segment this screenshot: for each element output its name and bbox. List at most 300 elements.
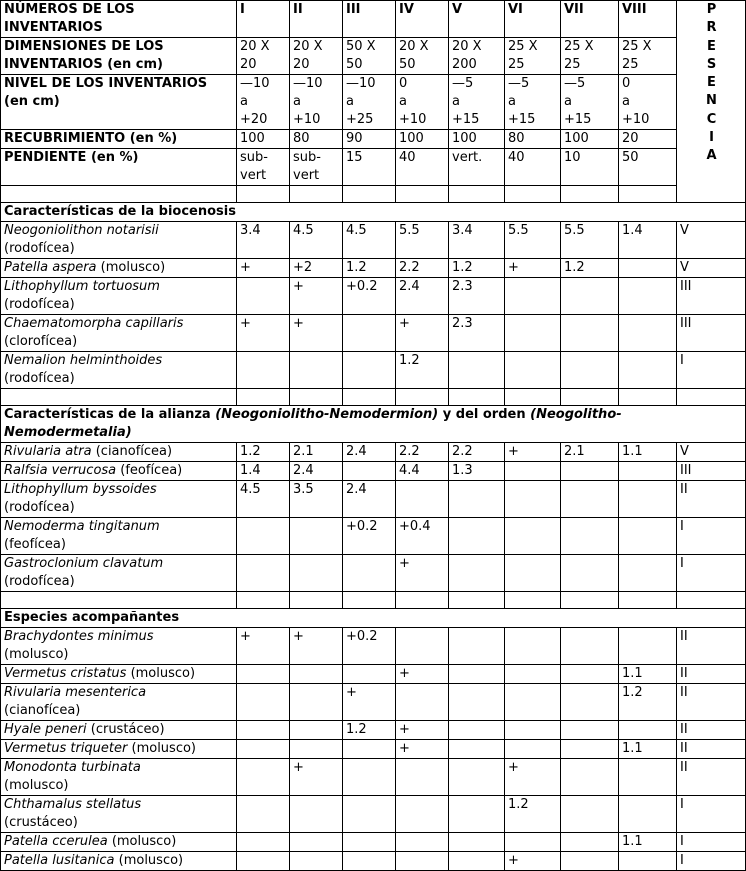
section-title-part: Especies acompañantes	[4, 610, 180, 625]
abundance-cell: +2	[290, 259, 343, 278]
abundance-cell: +0.2	[343, 278, 396, 315]
abundance-cell	[449, 833, 505, 852]
header-row-cover	[1, 130, 746, 149]
abundance-cell	[396, 796, 449, 833]
abundance-cell	[290, 852, 343, 871]
dimension-cell: 50 X 50	[343, 38, 396, 75]
species-group: (molusco)	[127, 741, 196, 756]
abundance-cell	[619, 721, 677, 740]
species-row	[1, 684, 746, 721]
species-row	[1, 443, 746, 462]
section-title	[1, 203, 746, 222]
header-row-levels	[1, 75, 746, 130]
cover-cell: 80	[290, 130, 343, 149]
inventory-number: I	[237, 1, 290, 38]
abundance-cell	[619, 462, 677, 481]
species-cell	[1, 352, 237, 389]
abundance-cell	[505, 315, 561, 352]
abundance-cell	[290, 721, 343, 740]
species-name: Nemalion helminthoides	[4, 353, 163, 368]
dimension-cell: 20 X 200	[449, 38, 505, 75]
species-group: (molusco)	[114, 853, 184, 868]
abundance-cell: 2.1	[290, 443, 343, 462]
presence-cell: II	[677, 665, 746, 684]
species-group: (rodofícea)	[4, 500, 75, 515]
blank-row	[1, 592, 746, 609]
abundance-cell: 1.2	[561, 259, 619, 278]
abundance-cell	[396, 481, 449, 518]
species-name: Patella aspera	[4, 260, 97, 275]
dimension-cell: 25 X 25	[561, 38, 619, 75]
abundance-cell: 5.5	[561, 222, 619, 259]
abundance-cell	[561, 462, 619, 481]
species-name: Lithophyllum tortuosum	[4, 279, 160, 294]
abundance-cell	[396, 684, 449, 721]
abundance-cell: 3.5	[290, 481, 343, 518]
section-header-row	[1, 609, 746, 628]
abundance-cell	[396, 833, 449, 852]
species-cell	[1, 721, 237, 740]
species-name: Rivularia atra	[4, 444, 92, 459]
presence-cell: V	[677, 443, 746, 462]
inventory-number: VI	[505, 1, 561, 38]
abundance-cell	[449, 628, 505, 665]
abundance-cell: 4.5	[343, 222, 396, 259]
abundance-cell	[343, 315, 396, 352]
cover-cell: 80	[505, 130, 561, 149]
inventory-number: V	[449, 1, 505, 38]
abundance-cell: +	[396, 740, 449, 759]
abundance-cell	[449, 852, 505, 871]
species-name: Rivularia mesenterica	[4, 685, 147, 700]
header-row-dimensions	[1, 38, 746, 75]
species-group: (molusco)	[126, 666, 196, 681]
species-cell	[1, 555, 237, 592]
abundance-cell: +0.4	[396, 518, 449, 555]
abundance-cell	[449, 665, 505, 684]
abundance-cell	[449, 481, 505, 518]
abundance-cell	[505, 628, 561, 665]
section-title-part: Características de la biocenosis	[4, 204, 236, 219]
abundance-cell: 1.3	[449, 462, 505, 481]
abundance-cell	[561, 278, 619, 315]
abundance-cell	[561, 833, 619, 852]
section-title-part: Características de la alianza	[4, 407, 216, 422]
species-name: Monodonta turbinata	[4, 760, 141, 775]
inventory-number: III	[343, 1, 396, 38]
presence-cell: I	[677, 796, 746, 833]
abundance-cell	[290, 555, 343, 592]
section-title-part: y del orden	[438, 407, 531, 422]
abundance-cell	[619, 518, 677, 555]
species-row	[1, 462, 746, 481]
cover-cell: 100	[237, 130, 290, 149]
abundance-cell: 1.2	[343, 259, 396, 278]
abundance-cell: 1.1	[619, 665, 677, 684]
abundance-cell	[449, 352, 505, 389]
abundance-cell	[619, 555, 677, 592]
abundance-cell: 1.2	[619, 684, 677, 721]
abundance-cell	[237, 759, 290, 796]
inventory-number: II	[290, 1, 343, 38]
abundance-cell: 5.5	[396, 222, 449, 259]
presence-cell: I	[677, 518, 746, 555]
abundance-cell	[505, 278, 561, 315]
species-row	[1, 665, 746, 684]
abundance-cell	[343, 352, 396, 389]
species-group: (molusco)	[4, 647, 69, 662]
presence-cell: I	[677, 352, 746, 389]
abundance-cell	[237, 665, 290, 684]
section-header-row	[1, 203, 746, 222]
slope-cell: 50	[619, 149, 677, 186]
abundance-cell: 2.4	[343, 443, 396, 462]
section-title	[1, 609, 746, 628]
abundance-cell: +	[237, 628, 290, 665]
abundance-cell	[561, 315, 619, 352]
species-cell	[1, 315, 237, 352]
species-cell	[1, 628, 237, 665]
abundance-cell: 3.4	[449, 222, 505, 259]
level-cell: 0 a +10	[396, 75, 449, 130]
level-cell: —5 a +15	[505, 75, 561, 130]
inventory-table-body	[1, 1, 746, 871]
abundance-cell: 1.1	[619, 443, 677, 462]
slope-cell: 10	[561, 149, 619, 186]
species-group: (crustáceo)	[4, 815, 78, 830]
abundance-cell: 2.3	[449, 278, 505, 315]
abundance-cell	[343, 462, 396, 481]
abundance-cell	[237, 833, 290, 852]
abundance-cell	[561, 796, 619, 833]
header-label: NIVEL DE LOS INVENTARIOS (en cm)	[1, 75, 237, 130]
abundance-cell	[449, 684, 505, 721]
species-row	[1, 555, 746, 592]
level-cell: —10 a +25	[343, 75, 396, 130]
abundance-cell	[343, 833, 396, 852]
species-name: Lithophyllum byssoides	[4, 482, 157, 497]
abundance-cell	[619, 352, 677, 389]
abundance-cell: +0.2	[343, 628, 396, 665]
species-row	[1, 628, 746, 665]
abundance-cell	[290, 518, 343, 555]
species-cell	[1, 278, 237, 315]
abundance-cell: 2.2	[396, 443, 449, 462]
slope-cell: 40	[396, 149, 449, 186]
species-name: Patella ccerulea	[4, 834, 108, 849]
cover-cell: 100	[449, 130, 505, 149]
abundance-cell: 3.4	[237, 222, 290, 259]
abundance-cell	[505, 481, 561, 518]
abundance-cell	[343, 796, 396, 833]
abundance-cell: +0.2	[343, 518, 396, 555]
species-group: (molusco)	[96, 260, 166, 275]
species-row	[1, 259, 746, 278]
blank-row	[1, 389, 746, 406]
species-name: Gastroclonium clavatum	[4, 556, 164, 571]
abundance-cell: +	[396, 555, 449, 592]
abundance-cell	[449, 796, 505, 833]
abundance-cell	[561, 628, 619, 665]
abundance-cell	[561, 852, 619, 871]
header-label: NÚMEROS DE LOS INVENTARIOS	[1, 1, 237, 38]
presence-cell: V	[677, 222, 746, 259]
abundance-cell	[561, 518, 619, 555]
level-cell: —5 a +15	[449, 75, 505, 130]
header-label: RECUBRIMIENTO (en %)	[1, 130, 237, 149]
abundance-cell	[619, 259, 677, 278]
species-row	[1, 740, 746, 759]
presence-cell: I	[677, 852, 746, 871]
species-cell	[1, 259, 237, 278]
presence-header: P R E S E N C I A	[677, 1, 746, 203]
dimension-cell: 25 X 25	[619, 38, 677, 75]
abundance-cell	[237, 352, 290, 389]
species-cell	[1, 740, 237, 759]
species-cell	[1, 796, 237, 833]
abundance-cell: 2.4	[290, 462, 343, 481]
abundance-cell: 4.5	[290, 222, 343, 259]
abundance-cell: 1.1	[619, 833, 677, 852]
cover-cell: 100	[396, 130, 449, 149]
species-row	[1, 796, 746, 833]
abundance-cell	[505, 555, 561, 592]
abundance-cell	[561, 759, 619, 796]
abundance-cell	[561, 740, 619, 759]
abundance-cell	[237, 721, 290, 740]
abundance-cell	[237, 852, 290, 871]
abundance-cell	[343, 852, 396, 871]
slope-cell: sub- vert	[290, 149, 343, 186]
abundance-cell	[505, 352, 561, 389]
species-row	[1, 833, 746, 852]
abundance-cell	[449, 759, 505, 796]
dimension-cell: 20 X 20	[237, 38, 290, 75]
abundance-cell: 2.4	[343, 481, 396, 518]
species-cell	[1, 222, 237, 259]
abundance-cell: +	[505, 852, 561, 871]
species-cell	[1, 518, 237, 555]
abundance-cell: +	[505, 759, 561, 796]
abundance-cell	[290, 684, 343, 721]
presence-cell: I	[677, 555, 746, 592]
abundance-cell	[619, 278, 677, 315]
species-group: (rodofícea)	[4, 241, 75, 256]
abundance-cell: 1.2	[449, 259, 505, 278]
species-cell	[1, 852, 237, 871]
abundance-cell	[449, 740, 505, 759]
presence-cell: II	[677, 628, 746, 665]
species-group: (crustáceo)	[86, 722, 165, 737]
species-name: Hyale peneri	[4, 722, 87, 737]
slope-cell: vert.	[449, 149, 505, 186]
abundance-cell: 4.5	[237, 481, 290, 518]
presence-cell: III	[677, 315, 746, 352]
species-name: Vermetus cristatus	[4, 666, 127, 681]
abundance-cell	[561, 684, 619, 721]
inventory-number: VII	[561, 1, 619, 38]
section-title-part: (Neogolitho-Nemodermetalia)	[4, 407, 622, 440]
inventory-number: IV	[396, 1, 449, 38]
dimension-cell: 20 X 20	[290, 38, 343, 75]
abundance-cell	[237, 518, 290, 555]
level-cell: 0 a +10	[619, 75, 677, 130]
abundance-cell	[505, 665, 561, 684]
abundance-cell	[396, 852, 449, 871]
abundance-cell	[343, 665, 396, 684]
abundance-cell: +	[505, 443, 561, 462]
species-name: Brachydontes minimus	[4, 629, 154, 644]
abundance-cell	[237, 796, 290, 833]
abundance-cell: 1.2	[505, 796, 561, 833]
cover-cell: 90	[343, 130, 396, 149]
abundance-cell: 2.4	[396, 278, 449, 315]
species-name: Patella lusitanica	[4, 853, 115, 868]
species-cell	[1, 481, 237, 518]
presence-cell: II	[677, 481, 746, 518]
abundance-cell	[505, 518, 561, 555]
abundance-cell	[619, 315, 677, 352]
abundance-cell	[561, 665, 619, 684]
abundance-cell	[290, 740, 343, 759]
abundance-cell	[343, 740, 396, 759]
abundance-cell	[619, 481, 677, 518]
abundance-cell	[505, 721, 561, 740]
abundance-cell: 2.2	[449, 443, 505, 462]
cover-cell: 20	[619, 130, 677, 149]
abundance-cell	[343, 555, 396, 592]
abundance-cell	[619, 796, 677, 833]
abundance-cell: 2.3	[449, 315, 505, 352]
header-row-inventory-numbers	[1, 1, 746, 38]
species-cell	[1, 833, 237, 852]
presence-cell: V	[677, 259, 746, 278]
section-title-part: (Neogoniolitho-Nemodermion)	[215, 407, 439, 422]
abundance-cell: 1.2	[396, 352, 449, 389]
abundance-cell	[343, 759, 396, 796]
abundance-cell	[561, 352, 619, 389]
species-name: Neogoniolithon notarisii	[4, 223, 159, 238]
species-cell	[1, 443, 237, 462]
abundance-cell: +	[290, 759, 343, 796]
species-row	[1, 315, 746, 352]
presence-cell: III	[677, 462, 746, 481]
abundance-cell: 1.2	[343, 721, 396, 740]
abundance-cell	[561, 721, 619, 740]
abundance-cell	[505, 684, 561, 721]
abundance-cell: +	[505, 259, 561, 278]
abundance-cell	[619, 759, 677, 796]
abundance-cell: +	[396, 721, 449, 740]
slope-cell: sub- vert	[237, 149, 290, 186]
abundance-cell: 2.2	[396, 259, 449, 278]
species-group: (clorofícea)	[4, 334, 78, 349]
abundance-cell	[449, 518, 505, 555]
abundance-cell: 1.1	[619, 740, 677, 759]
species-cell	[1, 665, 237, 684]
species-group: (molusco)	[107, 834, 177, 849]
species-group: (cianofícea)	[91, 444, 173, 459]
species-row	[1, 721, 746, 740]
presence-cell: III	[677, 278, 746, 315]
abundance-cell: +	[290, 315, 343, 352]
section-header-row	[1, 406, 746, 443]
section-title	[1, 406, 746, 443]
abundance-cell: 4.4	[396, 462, 449, 481]
abundance-cell: +	[237, 259, 290, 278]
abundance-cell	[619, 628, 677, 665]
species-name: Vermetus triqueter	[4, 741, 128, 756]
abundance-cell	[290, 665, 343, 684]
abundance-cell: +	[290, 278, 343, 315]
inventory-number: VIII	[619, 1, 677, 38]
abundance-cell: +	[290, 628, 343, 665]
species-group: (feofícea)	[116, 463, 183, 478]
header-label: PENDIENTE (en %)	[1, 149, 237, 186]
header-label: DIMENSIONES DE LOS INVENTARIOS (en cm)	[1, 38, 237, 75]
slope-cell: 40	[505, 149, 561, 186]
abundance-cell: 2.1	[561, 443, 619, 462]
species-group: (feofícea)	[4, 537, 66, 552]
dimension-cell: 20 X 50	[396, 38, 449, 75]
cover-cell: 100	[561, 130, 619, 149]
abundance-cell	[237, 740, 290, 759]
abundance-cell	[561, 481, 619, 518]
abundance-cell: 5.5	[505, 222, 561, 259]
header-row-slope	[1, 149, 746, 186]
abundance-cell: +	[343, 684, 396, 721]
level-cell: —5 a +15	[561, 75, 619, 130]
level-cell: —10 a +10	[290, 75, 343, 130]
abundance-cell	[237, 555, 290, 592]
abundance-cell	[505, 740, 561, 759]
species-row	[1, 352, 746, 389]
species-cell	[1, 684, 237, 721]
dimension-cell: 25 X 25	[505, 38, 561, 75]
abundance-cell	[396, 759, 449, 796]
abundance-cell	[237, 684, 290, 721]
species-row	[1, 518, 746, 555]
presence-cell: II	[677, 684, 746, 721]
abundance-cell	[449, 721, 505, 740]
abundance-cell	[396, 628, 449, 665]
species-row	[1, 759, 746, 796]
abundance-cell	[505, 462, 561, 481]
species-cell	[1, 462, 237, 481]
species-row	[1, 278, 746, 315]
species-row	[1, 481, 746, 518]
abundance-cell	[237, 278, 290, 315]
abundance-cell: +	[396, 665, 449, 684]
level-cell: —10 a +20	[237, 75, 290, 130]
species-name: Chthamalus stellatus	[4, 797, 142, 812]
abundance-cell	[561, 555, 619, 592]
abundance-cell: 1.2	[237, 443, 290, 462]
species-group: (molusco)	[4, 778, 69, 793]
abundance-cell	[290, 796, 343, 833]
species-row	[1, 222, 746, 259]
presence-cell: I	[677, 833, 746, 852]
species-name: Nemoderma tingitanum	[4, 519, 160, 534]
presence-cell: II	[677, 759, 746, 796]
blank-row	[1, 186, 746, 203]
species-group: (rodofícea)	[4, 297, 75, 312]
abundance-cell: 1.4	[237, 462, 290, 481]
abundance-cell	[290, 833, 343, 852]
species-cell	[1, 759, 237, 796]
abundance-cell: +	[237, 315, 290, 352]
abundance-cell	[505, 833, 561, 852]
